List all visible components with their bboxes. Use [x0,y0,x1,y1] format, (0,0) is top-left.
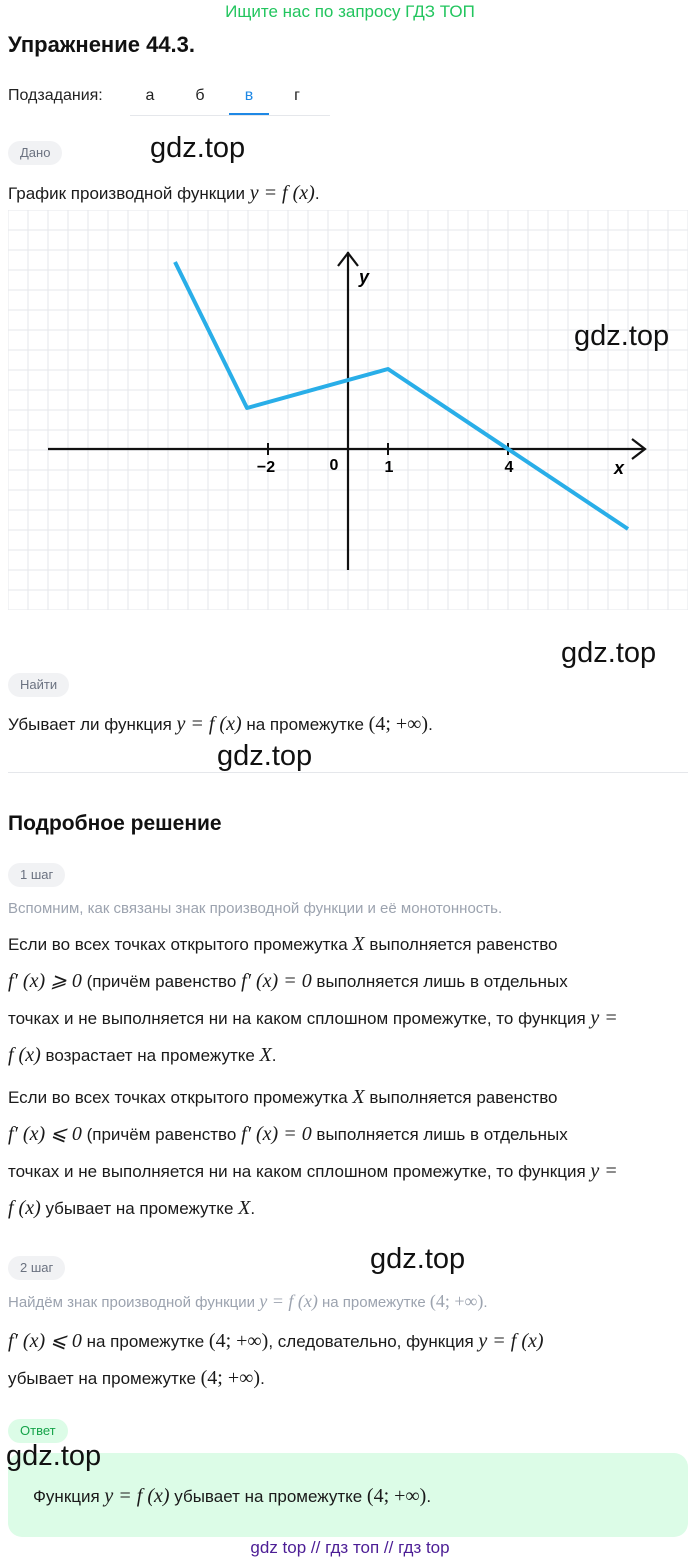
p1-formula-1: f′ (x) ⩾ 0 [8,970,82,992]
x-axis-label: x [613,458,625,478]
answer-text-a: Функция [33,1487,105,1506]
step1-chip: 1 шаг [8,863,65,887]
step2-intro-b: на промежутке [317,1294,430,1311]
tick-label-1: 1 [384,459,394,476]
p1-text-d: выполняется лишь в отдельных [311,972,568,991]
watermark: gdz.top [217,740,313,772]
step1-paragraph-2 [8,1079,693,1227]
step1-intro: Вспомним, как связаны знак производной функции и её монотонность. [8,900,503,917]
p2-text-c: (причём равенство [81,1125,242,1144]
p1-text-b: выполняется равенство [364,935,558,954]
given-chip: Дано [8,141,62,165]
section-divider [8,772,688,773]
step2-interval-2: (4; +∞) [200,1367,261,1389]
find-text-suffix: . [428,715,433,734]
find-chip: Найти [8,673,69,697]
tick-label-minus2: −2 [256,459,276,476]
watermark: gdz.top [6,1440,102,1472]
subtasks-label: Подзадания: [8,87,103,104]
tick-label-4: 4 [504,459,514,476]
p2-X: X [352,1086,365,1108]
answer-interval: (4; +∞) [366,1485,427,1507]
p1-y: y = [590,1007,618,1029]
given-text [8,175,320,212]
answer-formula: y = f (x) [104,1485,170,1507]
step2-intro [8,1291,488,1312]
p1-formula-2: f′ (x) = 0 [241,970,312,992]
watermark: gdz.top [561,637,657,669]
p2-text-d: выполняется лишь в отдельных [311,1125,568,1144]
derivative-line [175,262,628,529]
step2-intro-a: Найдём знак производной функции [8,1294,260,1311]
find-formula: y = f (x) [176,713,242,735]
subtasks-divider [130,115,330,116]
top-banner[interactable]: Ищите нас по запросу ГДЗ ТОП [225,2,475,21]
step2-text-3: убывает на промежутке [8,1369,201,1388]
p2-text-g: убывает на промежутке [40,1199,239,1218]
watermark: gdz.top [150,132,246,164]
step2-text-2: , следовательно, функция [268,1332,479,1351]
page-title: Упражнение 44.3. [8,32,196,57]
given-formula: y = f (x) [249,182,315,204]
step2-intro-c: . [483,1294,488,1311]
p1-X2: X [259,1044,272,1066]
p1-fx: f (x) [8,1044,41,1066]
watermark: gdz.top [370,1243,466,1275]
step2-text-4: . [260,1369,265,1388]
find-interval: (4; +∞) [368,713,429,735]
p2-text-a: Если во всех точках открытого промежутка [8,1088,353,1107]
subtask-tab-v[interactable]: в [244,87,254,104]
p2-fx: f (x) [8,1197,41,1219]
step2-formula-1: f′ (x) ⩽ 0 [8,1330,82,1352]
p1-text-h: . [271,1046,277,1065]
answer-chip: Ответ [8,1419,68,1443]
p2-text-b: выполняется равенство [364,1088,558,1107]
step2-paragraph [8,1323,693,1397]
p2-formula-1: f′ (x) ⩽ 0 [8,1123,82,1145]
subtask-tab-b[interactable]: б [195,87,205,104]
p1-text-e: точках и не выполняется ни на каком сплошном промежутке, то функция [8,1009,591,1028]
p2-X2: X [238,1197,251,1219]
find-text [8,706,433,743]
answer-text-c: . [426,1487,432,1506]
tick-label-0: 0 [329,457,339,474]
p2-y: y = [590,1160,618,1182]
find-text-middle: на промежутке [241,715,369,734]
derivative-graph [8,210,688,610]
step1-paragraph-1 [8,926,693,1074]
watermark: gdz.top [574,320,670,352]
step2-intro-interval: (4; +∞) [429,1291,484,1311]
step2-intro-formula: y = f (x) [259,1291,318,1311]
y-axis-label: y [358,267,370,287]
subtask-tab-a[interactable]: а [145,87,155,104]
p1-X: X [352,933,365,955]
subtask-tab-g[interactable]: г [294,87,300,104]
solution-title: Подробное решение [8,812,222,835]
answer-text [33,1478,431,1515]
step2-text-1: на промежутке [81,1332,209,1351]
step2-chip: 2 шаг [8,1256,65,1280]
active-tab-indicator [229,113,269,115]
p1-text-a: Если во всех точках открытого промежутка [8,935,353,954]
step2-formula-2: y = f (x) [478,1330,544,1352]
footer-links[interactable]: gdz top // гдз топ // гдз top [250,1538,450,1557]
p2-text-e: точках и не выполняется ни на каком сплошном промежутке, то функция [8,1162,591,1181]
answer-text-b: убывает на промежутке [169,1487,367,1506]
step2-interval-1: (4; +∞) [208,1330,269,1352]
given-text-suffix: . [314,184,320,203]
find-text-prefix: Убывает ли функция [8,715,177,734]
p1-text-g: возрастает на промежутке [40,1046,260,1065]
p1-text-c: (причём равенство [81,972,242,991]
p2-formula-2: f′ (x) = 0 [241,1123,312,1145]
p2-text-h: . [250,1199,256,1218]
given-text-prefix: График производной функции [8,184,250,203]
